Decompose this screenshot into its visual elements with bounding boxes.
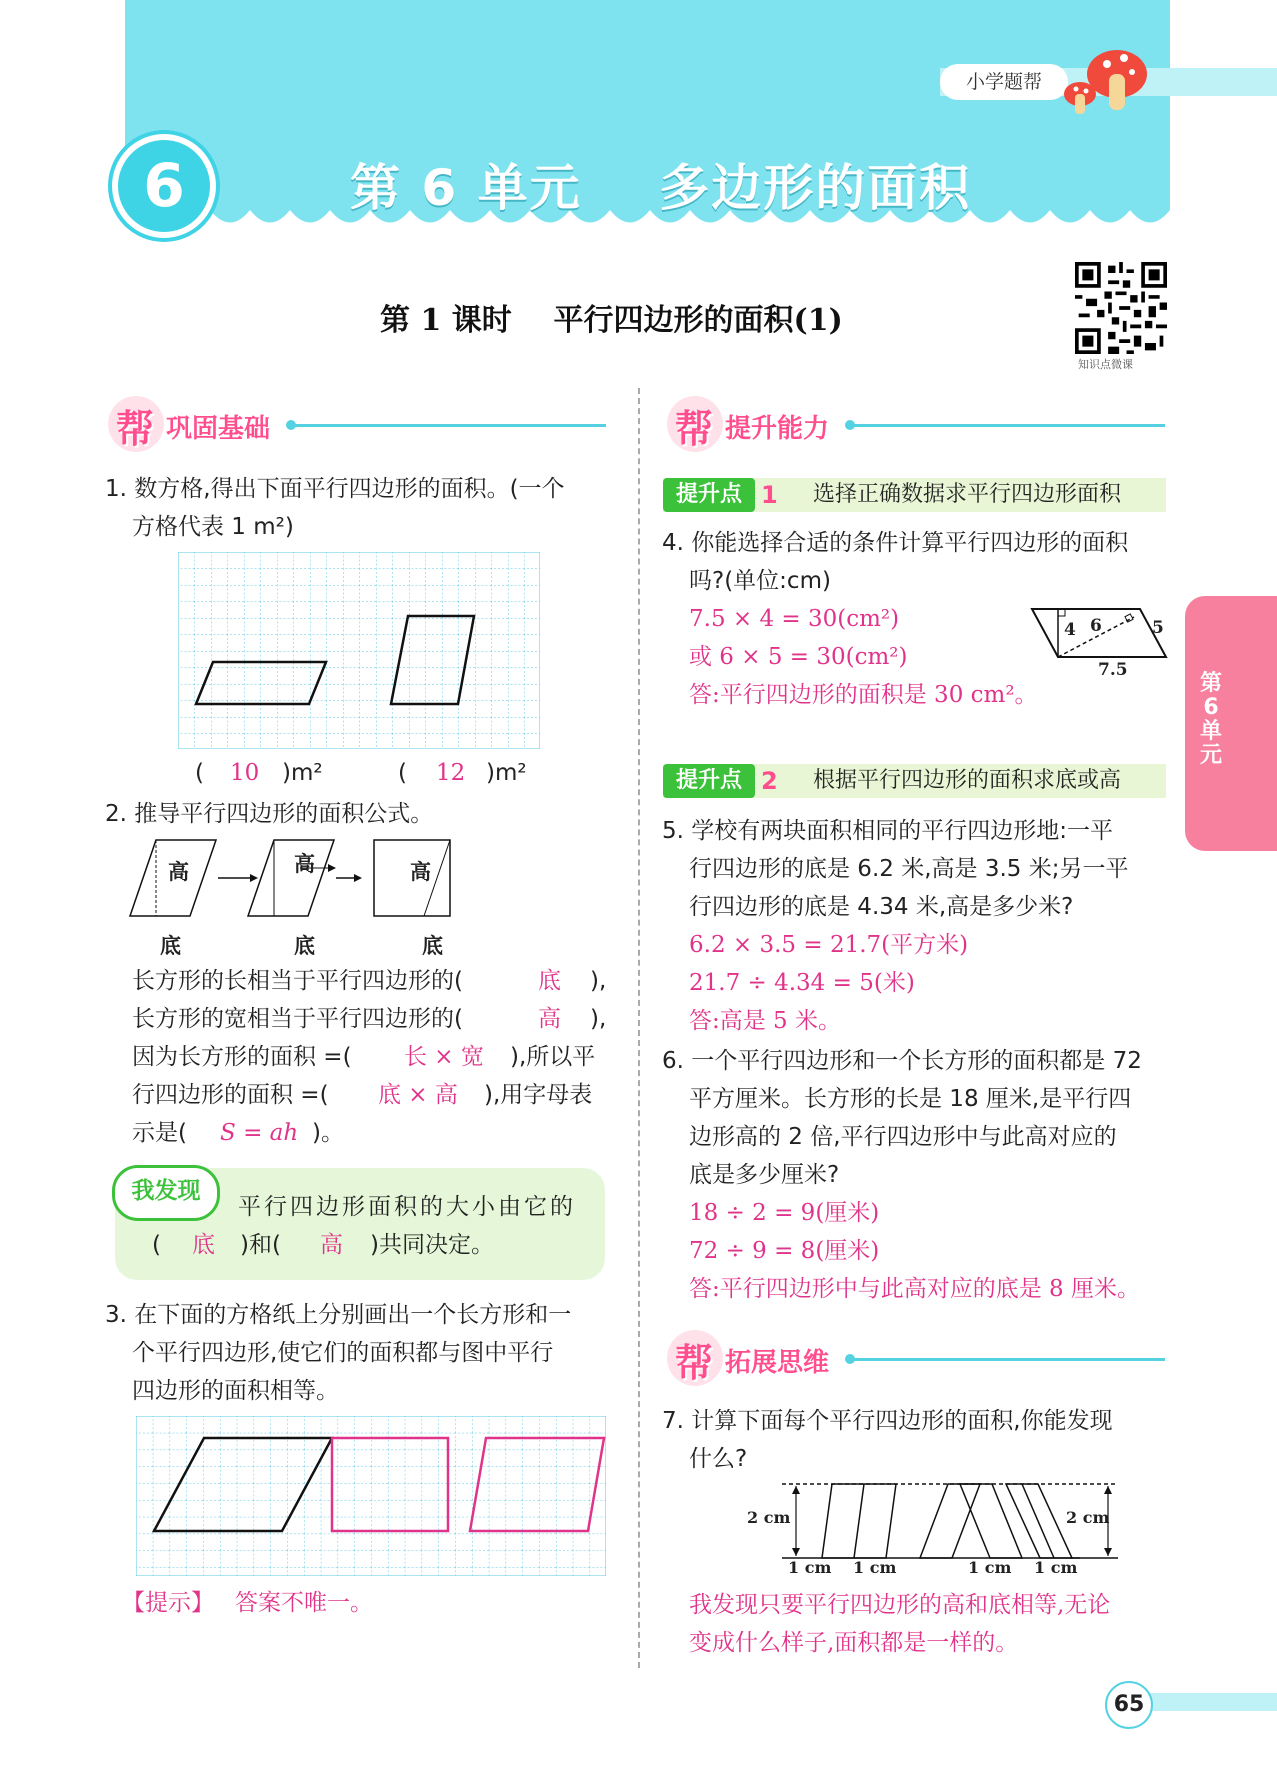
bang-badge-icon: 帮 (667, 396, 723, 452)
tip-tag-text: 选择正确数据求平行四边形面积 (813, 482, 1122, 507)
q6-line4: 底是多少厘米? (689, 1162, 840, 1188)
q6-answer-1: 18 ÷ 2 = 9(厘米) (689, 1200, 880, 1226)
q1-line1: 1. 数方格,得出下面平行四边形的面积。(一个 (105, 476, 565, 502)
q2-title: 2. 推导平行四边形的面积公式。 (105, 801, 434, 827)
q6-line1: 6. 一个平行四边形和一个长方形的面积都是 72 (662, 1048, 1142, 1074)
q7-line1: 7. 计算下面每个平行四边形的面积,你能发现 (662, 1408, 1113, 1434)
q1-answer-1: 10 (230, 760, 260, 786)
q3-line3: 四边形的面积相等。 (132, 1378, 339, 1404)
discover-line1: 平行四边形面积的大小由它的 (238, 1194, 576, 1220)
brand-logo: 小学题帮 (940, 64, 1068, 100)
q7-line2: 什么? (689, 1446, 748, 1472)
q5-line2: 行四边形的底是 6.2 米,高是 3.5 米;另一平 (689, 856, 1129, 882)
q1-ans2-unit: )m² (486, 760, 527, 786)
page-number-bar (1150, 1693, 1277, 1711)
tip-tag-number: 2 (761, 767, 778, 795)
page-number: 65 (1105, 1681, 1153, 1729)
q4-answer-3: 答:平行四边形的面积是 30 cm²。 (689, 682, 1038, 708)
q1-line2: 方格代表 1 m²) (132, 514, 294, 540)
discover-answer-1: 底 (192, 1232, 215, 1258)
unit-side-tab-label: 第6单元 (1199, 671, 1222, 768)
section-header-consolidate (108, 400, 613, 451)
q1-answer-2: 12 (436, 760, 466, 786)
q2-answer-5: S = ah (220, 1120, 299, 1146)
q2-fig-base-2: 底 (294, 934, 315, 958)
q3-hint: 答案不唯一。 (235, 1590, 373, 1616)
section-rule (290, 424, 606, 427)
q2-answer-3: 长 × 宽 (404, 1044, 484, 1070)
lesson-title: 第 1 课时 平行四边形的面积(1) (380, 303, 843, 338)
section-rule-dot (845, 1354, 855, 1364)
q6-answer-3: 答:平行四边形中与此高对应的底是 8 厘米。 (689, 1276, 1141, 1302)
section-title: 提升能力 (725, 414, 830, 444)
q1-ans2-open: ( (398, 760, 407, 786)
qr-caption: 知识点微课 (1078, 358, 1133, 371)
tip-point-1 (663, 478, 1166, 512)
discover-line2-b: )和( (240, 1232, 281, 1258)
bang-badge-icon: 帮 (108, 396, 164, 452)
discover-line2-a: ( (152, 1232, 161, 1258)
q7-base-4: 1 cm (1034, 1558, 1078, 1577)
tip-tag-label: 提升点 (663, 764, 755, 798)
q2-line1-b: ), (590, 968, 607, 994)
q3-line1: 3. 在下面的方格纸上分别画出一个长方形和一 (105, 1302, 572, 1328)
tip-point-2 (663, 764, 1166, 798)
q2-answer-1: 底 (538, 968, 561, 994)
q7-base-1: 1 cm (788, 1558, 832, 1577)
q6-line2: 平方厘米。长方形的长是 18 厘米,是平行四 (689, 1086, 1132, 1112)
discover-badge: 我发现 (112, 1165, 220, 1221)
section-header-expand (667, 1334, 1172, 1385)
q4-fig-label-5: 5 (1152, 618, 1164, 638)
bang-badge-icon: 帮 (667, 1330, 723, 1386)
q2-line3-b: ),所以平 (510, 1044, 596, 1070)
section-title: 拓展思维 (725, 1348, 830, 1378)
q1-grid-figure (178, 552, 540, 749)
q6-line3: 边形高的 2 倍,平行四边形中与此高对应的 (689, 1124, 1117, 1150)
tip-tag-text: 根据平行四边形的面积求底或高 (813, 768, 1122, 793)
q2-line4-b: ),用字母表 (484, 1082, 593, 1108)
q2-line3-a: 因为长方形的面积 =( (132, 1044, 352, 1070)
unit-title: 第 6 单元 多边形的面积 (350, 159, 972, 217)
q5-line3: 行四边形的底是 4.34 米,高是多少米? (689, 894, 1074, 920)
discover-line2-c: )共同决定。 (370, 1232, 494, 1258)
column-divider (638, 388, 640, 1668)
q7-height-left: 2 cm (747, 1508, 791, 1527)
mushroom-icon (1062, 44, 1152, 116)
q2-fig-high-1: 高 (168, 860, 189, 884)
discover-answer-2: 高 (320, 1232, 343, 1258)
q2-line4-a: 行四边形的面积 =( (132, 1082, 329, 1108)
q5-answer-1: 6.2 × 3.5 = 21.7(平方米) (689, 932, 969, 958)
q7-height-right: 2 cm (1066, 1508, 1110, 1527)
q3-line2: 个平行四边形,使它们的面积都与图中平行 (132, 1340, 554, 1366)
q4-line2: 吗?(单位:cm) (689, 568, 831, 594)
q7-base-2: 1 cm (853, 1558, 897, 1577)
q7-base-3: 1 cm (968, 1558, 1012, 1577)
q4-fig-label-7-5: 7.5 (1098, 660, 1128, 680)
q1-ans1-open: ( (195, 760, 204, 786)
q4-answer-1: 7.5 × 4 = 30(cm²) (689, 606, 900, 632)
q4-fig-label-6: 6 (1090, 616, 1102, 636)
section-rule (849, 1358, 1165, 1361)
q2-line2-b: ), (590, 1006, 607, 1032)
q5-answer-2: 21.7 ÷ 4.34 = 5(米) (689, 970, 915, 996)
q2-answer-2: 高 (538, 1006, 561, 1032)
q3-hint-tag: 【提示】 (122, 1590, 214, 1616)
tip-tag-number: 1 (761, 481, 778, 509)
section-rule (849, 424, 1165, 427)
q6-answer-2: 72 ÷ 9 = 8(厘米) (689, 1238, 880, 1264)
unit-number: 6 (143, 151, 185, 221)
qr-code[interactable] (1075, 262, 1167, 354)
q1-ans1-unit: )m² (282, 760, 323, 786)
q4-fig-label-4: 4 (1064, 620, 1076, 640)
section-rule-dot (286, 420, 296, 430)
q7-answer-1: 我发现只要平行四边形的高和底相等,无论 (689, 1592, 1111, 1618)
q2-line1-a: 长方形的长相当于平行四边形的( (132, 968, 463, 994)
q2-line5-b: )。 (312, 1120, 344, 1146)
section-rule-dot (845, 420, 855, 430)
q2-line5-a: 示是( (132, 1120, 187, 1146)
q2-line2-a: 长方形的宽相当于平行四边形的( (132, 1006, 463, 1032)
tip-tag-label: 提升点 (663, 478, 755, 512)
q4-line1: 4. 你能选择合适的条件计算平行四边形的面积 (662, 530, 1129, 556)
q2-fig-base-3: 底 (422, 934, 443, 958)
q5-answer-3: 答:高是 5 米。 (689, 1008, 842, 1034)
q2-fig-base-1: 底 (160, 934, 181, 958)
q7-answer-2: 变成什么样子,面积都是一样的。 (689, 1630, 1019, 1656)
q5-line1: 5. 学校有两块面积相同的平行四边形地:一平 (662, 818, 1114, 844)
q2-fig-high-2: 高 (294, 852, 315, 876)
q2-fig-high-3: 高 (410, 860, 431, 884)
section-header-improve (667, 400, 1172, 451)
q3-grid-figure (136, 1416, 606, 1576)
q2-answer-4: 底 × 高 (378, 1082, 458, 1108)
q4-answer-2: 或 6 × 5 = 30(cm²) (689, 644, 908, 670)
section-title: 巩固基础 (166, 414, 271, 444)
